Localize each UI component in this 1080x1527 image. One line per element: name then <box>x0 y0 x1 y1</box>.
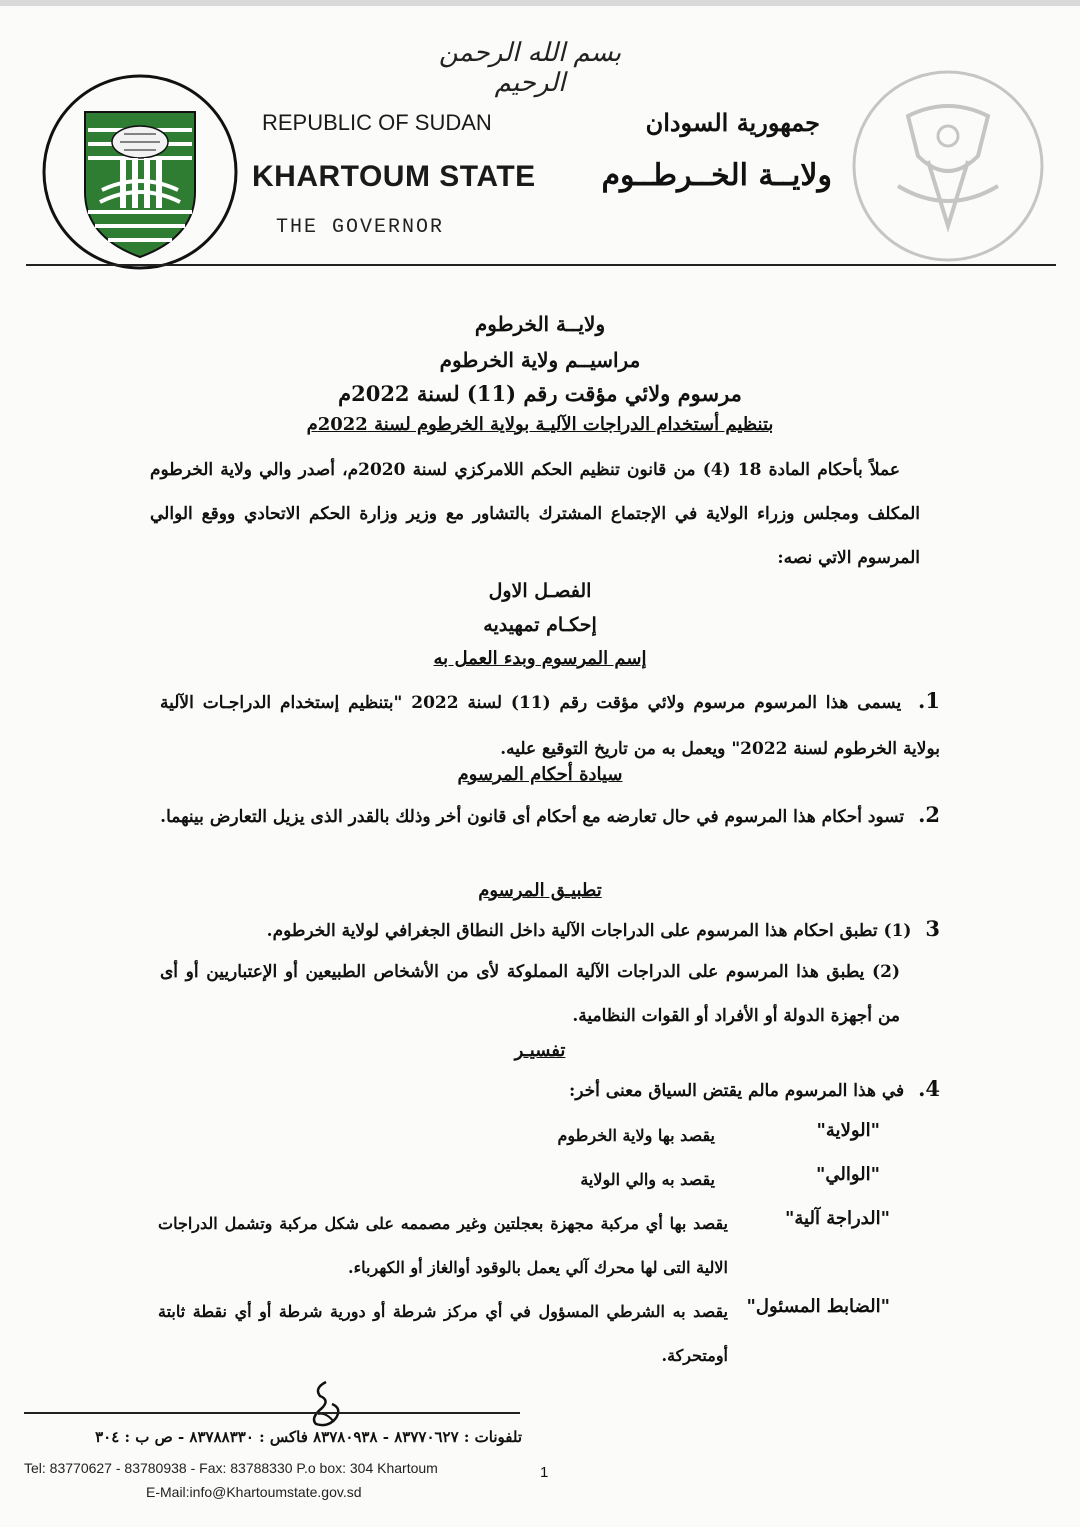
basmala: بسم الله الرحمن الرحيم <box>438 38 622 98</box>
chapter-subtitle: إحكـام تمهيديه <box>483 614 597 636</box>
section-3-item-2 <box>160 950 900 1038</box>
definition-term: "الولاية" <box>816 1120 880 1141</box>
section-3-text-1: (1) تطبق احكام هذا المرسوم على الدراجات الآلية داخل النطاق الجغرافي لولاية الخرطوم. <box>266 921 912 941</box>
section-1-item <box>160 678 940 772</box>
definition-meaning: يقصد بها أي مركبة مجهزة بعجلتين وغير مصممه على شكل مركبة وتشمل الدراجات الالية التى لها محرك آلي يعمل بالوقود أوالغاز أو الكهرباء. <box>158 1214 728 1277</box>
page-number: 1 <box>540 1464 549 1481</box>
top-border <box>0 0 1080 6</box>
republic-en: REPUBLIC OF SUDAN <box>262 110 492 135</box>
definition-term: "الوالي" <box>815 1164 880 1185</box>
state-ar: ولايــة الخــرطــوم <box>601 158 832 193</box>
title-state: ولايــة الخرطوم <box>474 312 606 336</box>
governor-en: THE GOVERNOR <box>276 216 445 239</box>
header-rule <box>26 264 1056 266</box>
footer-rule <box>24 1412 520 1414</box>
section-4-item <box>560 1066 940 1114</box>
section-2-number: 2. <box>918 802 940 827</box>
section-1-text: يسمى هذا المرسوم مرسوم ولائي مؤقت رقم (11) لسنة 2022 "بتنظيم إستخدام الدراجـات الآلية بولاية الخرطوم لسنة 2022" ويعمل به من تاريخ التوقيع عليه. <box>160 693 940 759</box>
section-3-heading: تطبيـق المرسوم <box>478 880 602 901</box>
section-3-number: 3 <box>925 916 940 941</box>
section-4-text: في هذا المرسوم مالم يقتض السياق معنى أخر: <box>569 1081 905 1101</box>
definition-meaning: يقصد به والي الولاية <box>580 1170 715 1189</box>
signature-icon <box>296 1378 356 1430</box>
section-1-number: 1. <box>918 688 940 713</box>
state-en: KHARTOUM STATE <box>252 160 536 193</box>
section-4-number: 4. <box>918 1076 940 1101</box>
definition-meaning: يقصد بها ولاية الخرطوم <box>557 1126 715 1145</box>
definition-meaning: يقصد به الشرطي المسؤول في أي مركز شرطة أو دورية شرطة أو أي نقطة ثابتة أومتحركة. <box>158 1302 728 1365</box>
section-3-text-2: (2) يطبق هذا المرسوم على الدراجات الآلية المملوكة لأى من الأشخاص الطبيعين أو الإعتباريين أو أى من أجهزة الدولة أو الأفراد أو القوات النظامية. <box>160 962 900 1026</box>
section-2-heading: سيادة أحكام المرسوم <box>457 764 623 785</box>
section-2-item <box>160 792 940 840</box>
preamble-paragraph: عملاً بأحكام المادة 18 (4) من قانون تنظيم الحكم اللامركزي لسنة 2020م، أصدر والي ولاية الخرطوم المكلف ومجلس وزراء الولاية في الإجتماع المشترك بالتشاور مع وزير وزارة الحكم الاتحادي ووقع الوالي المرسوم الاتي نصه: <box>150 460 920 568</box>
republic-ar: جمهورية السودان <box>645 108 820 137</box>
footer-phones-ar: تلفونات : ٨٣٧٧٠٦٢٧ - ٨٣٧٨٠٩٣٨ فاكس : ٨٣٧٨٨٣٣٠ - ص ب : ٣٠٤ <box>95 1428 522 1446</box>
section-4-heading: تفسيـر <box>514 1040 566 1061</box>
title-decree-number: مرسوم ولائي مؤقت رقم (11) لسنة 2022م <box>338 381 742 406</box>
definition-term: "الدراجة آلية" <box>785 1208 890 1229</box>
chapter-title: الفصـل الاول <box>488 580 592 602</box>
section-2-text: تسود أحكام هذا المرسوم في حال تعارضه مع أحكام أى قانون أخر وذلك بالقدر الذى يزيل التعارض بينهما. <box>160 807 905 827</box>
sudan-emblem-icon <box>848 66 1048 266</box>
title-decree-subject: بتنظيم أستخدام الدراجات الآليـة بولاية الخرطوم لسنة 2022م <box>306 414 774 435</box>
section-3-item-1 <box>240 906 940 954</box>
definition-term: "الضابط المسئول" <box>746 1296 890 1317</box>
footer-contact-en: Tel: 83770627 - 83780938 - Fax: 83788330 P.o box: 304 Khartoum <box>24 1460 438 1476</box>
khartoum-state-logo <box>40 72 240 272</box>
title-decrees: مراسيــم ولاية الخرطوم <box>439 348 641 372</box>
footer-email: E-Mail:info@Khartoumstate.gov.sd <box>146 1484 362 1500</box>
section-1-heading: إسم المرسوم وبدء العمل به <box>433 648 647 669</box>
